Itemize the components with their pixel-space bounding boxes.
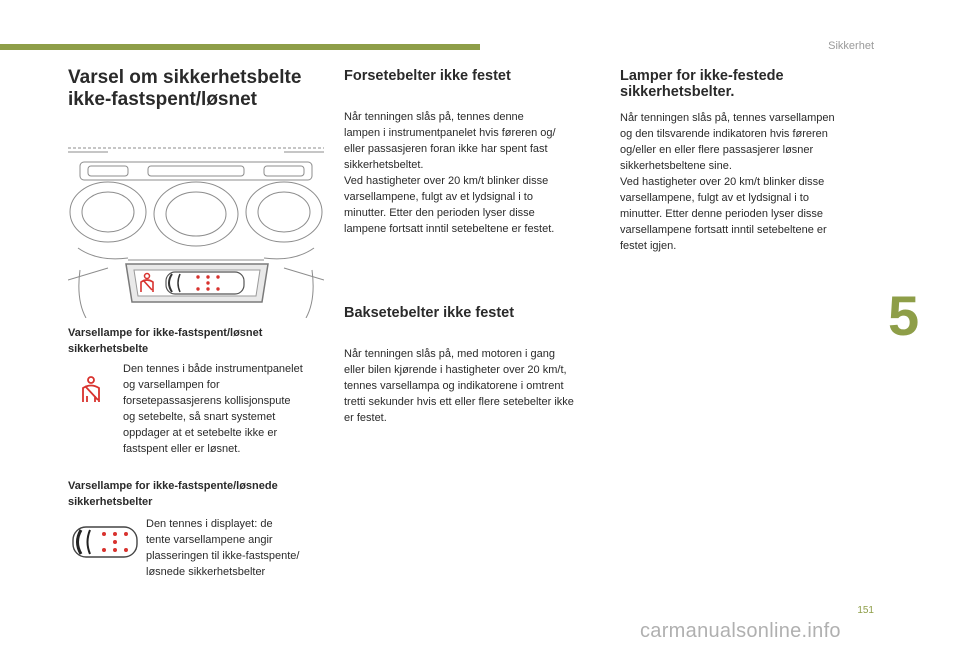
warning-lamp-description: Den tennes i både instrumentpanelet og varsellampen for forsetepassasjerens kollisjonspute og setebelte, så snart systemet oppdager at et setebelte ikke er fastspent eller er løsnet. (123, 363, 303, 455)
seatbelt-display-description: Den tennes i displayet: de tente varsellampene angir plasseringen til ikke-fastspente/ løsnede sikkerhetsbelter (146, 518, 300, 578)
instrument-panel-illustration (68, 140, 324, 318)
accent-bar (0, 44, 480, 50)
unfastened-lamps-text: Når tenningen slås på, tennes varsellampen og den tilsvarende indikatoren hvis føreren og/eller en eller flere passasjerer løsner sikkerhetsbeltene sine. Ved hastigheter over 20 km/t blinker disse varsellampene, fulgt av et lydsignal i to minutter. Etter denne perioden lyser disse varsellampene fortsatt inntil setebeltene er festet igjen. (620, 112, 835, 252)
seatbelt-display-icon (72, 526, 138, 558)
seatbelt-warning-icon (80, 376, 102, 404)
watermark: carmanualsonline.info (640, 620, 841, 642)
front-seatbelts-text: Når tenningen slås på, tennes denne lampen i instrumentpanelet hvis føreren og/ eller passasjeren foran ikke har spent fast sikkerhetsbeltet. Ved hastigheter over 20 km/t blinker disse varsellampene, fulgt av et lydsignal i to minutter. Etter den perioden lyser disse lampene fortsatt inntil setebeltene er festet. (344, 111, 556, 235)
warning-lamp-label: Varsellampe for ikke-fastspent/løsnet sikkerhetsbelte (68, 327, 263, 355)
chapter-number: 5 (888, 284, 920, 347)
page-title: Varsel om sikkerhetsbelte ikke-fastspent/løsnet (68, 67, 302, 110)
seatbelt-display-label: Varsellampe for ikke-fastspente/løsnede sikkerhetsbelter (68, 480, 278, 508)
rear-seatbelts-heading: Baksetebelter ikke festet (344, 305, 515, 321)
section-title: Sikkerhet (828, 40, 874, 52)
rear-seatbelts-text: Når tenningen slås på, med motoren i gang eller bilen kjørende i hastigheter over 20 km/t, tennes varsellampa og indikatorene i omtrent tretti sekunder hvis ett eller flere setebelter ikke er festet. (344, 348, 574, 424)
page-number: 151 (857, 605, 874, 616)
seatbelt-display-icon (166, 272, 244, 294)
unfastened-lamps-heading: Lamper for ikke-festede sikkerhetsbelter. (620, 68, 784, 100)
front-seatbelts-heading: Forsetebelter ikke festet (344, 68, 511, 84)
